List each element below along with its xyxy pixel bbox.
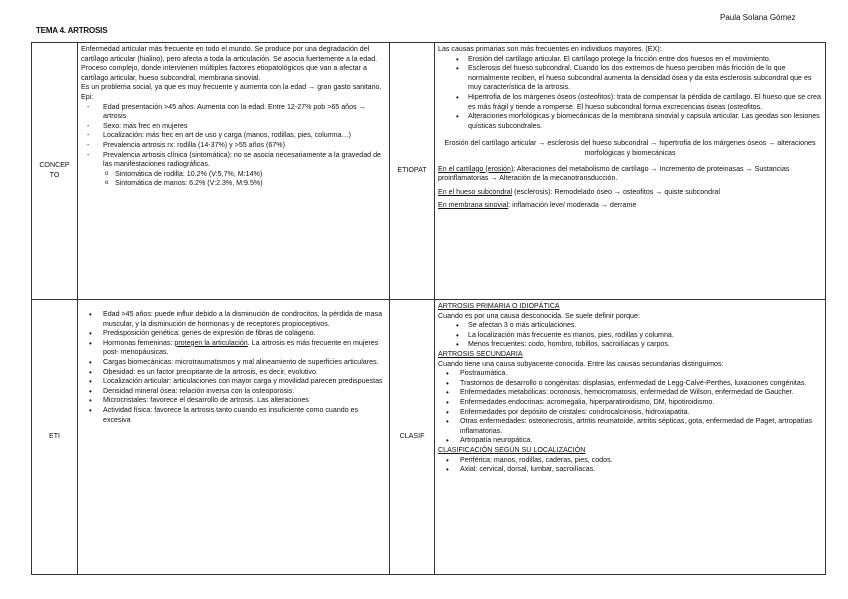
cartilago-label: En el cartílago (erosión): [438, 164, 514, 173]
list-item: • Esclerosis del hueso subcondral. Cuando los dos extremos de hueso perciben más fricción de lo que normalmente reciben, el hueso subcondral aumenta la densidad ósea y da esta esclerosis subcondral que es muy característica de la artrosis.: [438, 64, 822, 93]
secundaria-list: [438, 369, 822, 446]
clasif-cell: [435, 300, 826, 575]
list-item: - Edad presentación >45 años. Aumenta con la edad. Entre 12-27% pob >65 años → artrosis: [81, 103, 386, 122]
list-item: - Sexo: más frec en mujeres: [81, 122, 386, 132]
list-item: • Enfermedades metabólicas: ocronosis, hemocromatosis, enfermedad de Wilson, enfermedad de Gaucher.: [438, 388, 822, 398]
row-label-concepto: CONCEP TO: [32, 43, 78, 300]
concepto-paragraph: Enfermedad articular más frecuente en todo el mundo. Se produce por una degradación del cartílago articular (hialino), pero afecta a toda la articulación. Se asocia fuertemente a la edad.: [81, 45, 378, 63]
localizacion-list: [438, 456, 822, 475]
list-item: • Enfermedades endocrinas: acromegalia, hiperparatiroidismo, DM, hipotiroidismo.: [438, 398, 822, 408]
primaria-list: [438, 321, 822, 350]
eti-cell: [78, 300, 390, 575]
list-item: • La localización más frecuente es manos, pies, rodillas y columna.: [438, 331, 822, 341]
row-label-etiopat: ETIOPAT: [390, 43, 435, 300]
list-item: • Cargas biomecánicas: microtraumatismos y mal alineamiento de superficies articulares.: [81, 358, 386, 368]
list-item: • Se afectan 3 o más articulaciones.: [438, 321, 822, 331]
hormonas-prefix: Hormonas femeninas:: [103, 338, 175, 347]
list-item: • Actividad física: favorece la artrosis tanto cuando es insuficiente como cuando es excesiva: [81, 406, 386, 425]
table-row: [32, 300, 826, 575]
list-item: • Enfermedades por depósito de cristales: condrocalcinosis, hidroxiapatita.: [438, 408, 822, 418]
summary-table: [31, 42, 826, 575]
hormonas-underline: protegen la articulación: [174, 338, 248, 347]
list-item: - Prevalencia artrosis clínica (sintomática): no se asocia necesariamente a la gravedad de las manifestaciones radiográficas.: [81, 151, 386, 170]
list-item: • Microcristales: favorece el desarrollo de artrosis. Las alteraciones: [81, 396, 386, 406]
localizacion-title: CLASIFICACIÓN SEGÚN SU LOCALIZACIÓN: [438, 445, 586, 454]
list-item: • Menos frecuentes: codo, hombro, tobillos, sacroilíacas y carpos.: [438, 340, 822, 350]
document-title: TEMA 4. ARTROSIS: [36, 26, 108, 35]
list-item: • Densidad mineral ósea: relación inversa con la osteoporosis.: [81, 387, 386, 397]
list-item: • Periférica: manos, rodillas, caderas, pies, codos.: [438, 456, 822, 466]
row-label-eti: ETI: [32, 300, 78, 575]
etiopat-cartilago: [438, 165, 822, 184]
etiopat-hueso: [438, 188, 822, 198]
concepto-paragraph: Proceso complejo, donde intervienen múltiples factores etiopatológicos que van a afectar a cartílago articular, hueso subcondral, membrana sinovial.: [81, 64, 367, 82]
list-item: • Obesidad: es un factor precipitante de la artrosis, es decir, evolutivo.: [81, 368, 386, 378]
secundaria-title: ARTROSIS SECUNDARIA: [438, 349, 523, 358]
eti-list: [81, 310, 386, 425]
etiopat-summary: Erosión del cartílago articular → esclerosis del hueso subcondral → hipertrofia de los márgenes óseos → alteraciones morfológicas y biomecánicas: [444, 139, 816, 157]
cartilago-text: : Alteraciones del metabolismo de cartílago → Incremento de proteinasas → Sustancias proinflamatorias → Alteración de la mecanotransducción.: [438, 164, 790, 183]
hueso-text: (esclerosis): Remodelado óseo → osteofitos → quiste subcondral: [512, 187, 720, 196]
list-item: • Postraumática.: [438, 369, 822, 379]
table-row: [32, 43, 826, 300]
hueso-label: En el hueso subcondral: [438, 187, 513, 196]
concepto-paragraph: Es un problema social, ya que es muy frecuente y aumenta con la edad → gran gasto sanitario.: [81, 83, 382, 92]
etiopat-intro: Las causas primarias son más frecuentes en individuos mayores. (EX):: [438, 45, 662, 53]
concepto-cell: [78, 43, 390, 300]
list-item: • Localización articular: articulaciones con mayor carga y movilidad parecen predispuestas: [81, 377, 386, 387]
hormonas-suffix: . La artrosis es más frecuente en mujeres post- menopáusicas.: [103, 338, 379, 357]
list-item: • Axial: cervical, dorsal, lumbar, sacroilíacas.: [438, 465, 822, 475]
secundaria-intro: Cuando tiene una causa subyacente conocida. Entre las causas secundarias distinguimos:: [438, 359, 724, 368]
epi-sublist: [81, 170, 386, 189]
membrana-text: : inflamación leve/ moderada → derrame: [508, 201, 637, 210]
primaria-intro: Cuando es por una causa desconocida. Se suele definir porque:: [438, 311, 640, 320]
row-label-clasif: CLASIF: [390, 300, 435, 575]
list-item: • Trastornos de desarrollo o congénitas: displasias, enfermedad de Legg-Calvé-Perthes, luxaciones congénitas.: [438, 379, 822, 389]
etiopat-list: [438, 55, 822, 132]
list-item: • Artropatía neuropática.: [438, 436, 822, 446]
primaria-title: ARTROSIS PRIMARIA O IDIOPÁTICA: [438, 302, 560, 310]
list-item: - Prevalencia artrosis rx: rodilla (14-37%) y >55 años (67%): [81, 141, 386, 151]
list-item: • Edad >45 años: puede influir debido a la disminución de condrocitos, la pérdida de masa muscular, y la disminución de hormonas y de receptores propioceptivos.: [81, 310, 386, 329]
list-item: • Predisposición genética: genes de expresión de fibras de colágeno.: [81, 329, 386, 339]
etiopat-cell: [435, 43, 826, 300]
epi-heading: Epi:: [81, 92, 94, 101]
list-item: • Hipertrofia de los márgenes óseos (osteofitos): trata de compensar la pérdida de cartílago. El hueso que se crea es más frágil y tiende a romperse. El hueso subcondral forma excrecencias óseas (osteofitos.: [438, 93, 822, 112]
author-name: Paula Solana Gómez: [720, 13, 796, 22]
etiopat-membrana: [438, 201, 822, 211]
epi-list: [81, 103, 386, 170]
membrana-label: En membrana sinovial: [438, 201, 509, 210]
list-item: • Otras enfermedades: osteonecrosis, artritis reumatoide, artritis sépticas, gota, enfermedad de Paget, artropatías inflamatorias.: [438, 417, 822, 436]
list-item: o Sintomática de manos: 6.2% (V:2.3%, M:9.5%): [81, 179, 386, 189]
list-item: - Localización: más frec en art de uso y carga (manos, rodillas, pies, columna…): [81, 131, 386, 141]
list-item: • Erosión del cartílago articular. El cartílago protege la fricción entre dos huesos en el movimiento.: [438, 55, 822, 65]
list-item: [81, 339, 386, 358]
list-item: o Sintomática de rodilla: 10.2% (V:5,7%, M:14%): [81, 170, 386, 180]
list-item: • Alteraciones morfológicas y biomecánicas de la membrana sinovial y capsula articular. Las geodas son lesiones quísticas subcondrales.: [438, 112, 822, 131]
